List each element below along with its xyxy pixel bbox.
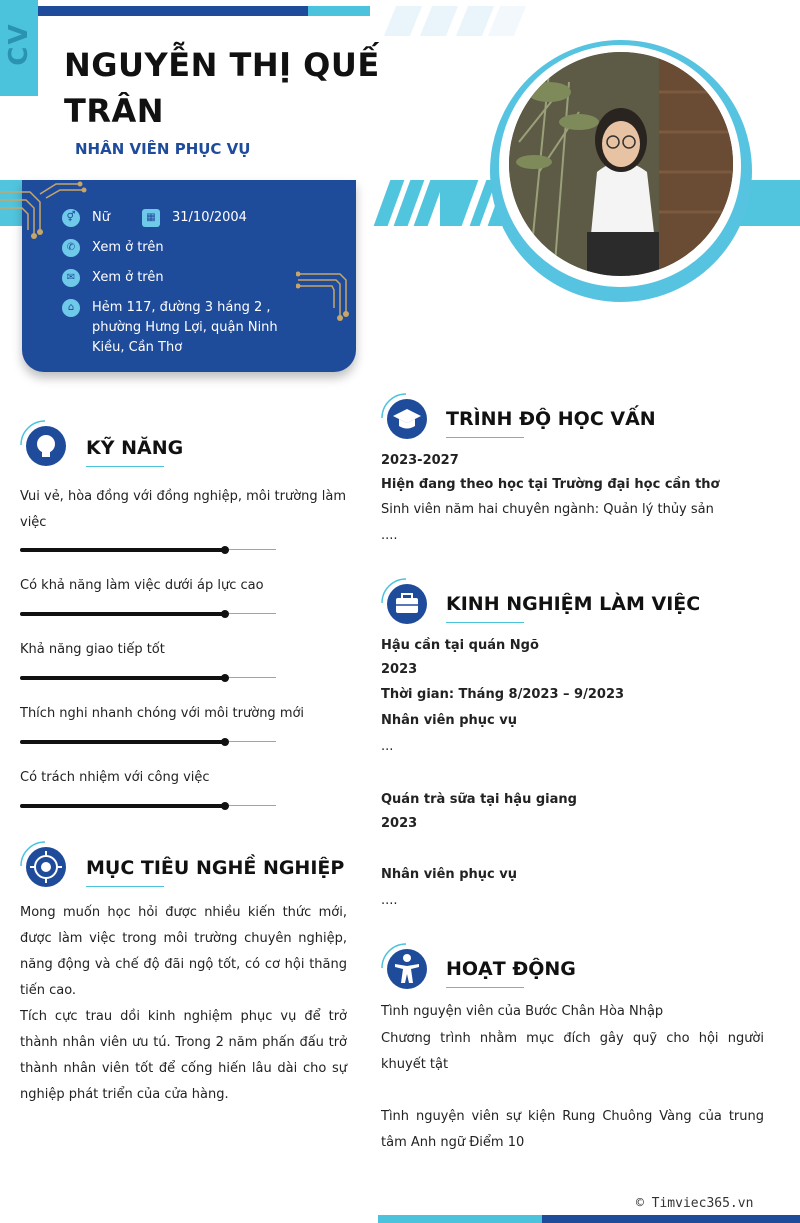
- top-bar-dark: [38, 6, 308, 16]
- job2-more: ....: [381, 893, 398, 908]
- skill-label: Khả năng giao tiếp tốt: [20, 642, 165, 657]
- job2-role: Nhân viên phục vụ: [381, 867, 517, 882]
- education-title: TRÌNH ĐỘ HỌC VẤN: [446, 408, 656, 430]
- skill-bar: [20, 737, 276, 747]
- gender-value: Nữ: [92, 210, 110, 225]
- skill-bar: [20, 609, 276, 619]
- top-bar-light: [308, 6, 370, 16]
- top-decoration: [382, 6, 522, 36]
- phone-value: Xem ở trên: [92, 240, 164, 255]
- job-title: NHÂN VIÊN PHỤC VỤ: [75, 140, 251, 158]
- skill-bar: [20, 673, 276, 683]
- job2-place: Quán trà sữa tại hậu giang: [381, 792, 577, 807]
- skill-bar: [20, 801, 276, 811]
- activity1-line2: Chương trình nhằm mục đích gây quỹ cho hội người khuyết tật: [381, 1031, 764, 1072]
- target-icon: [20, 841, 70, 891]
- circuit-decoration-icon: [296, 268, 366, 328]
- experience-title: KINH NGHIỆM LÀM VIỆC: [446, 593, 701, 615]
- objective-underline: [86, 886, 164, 887]
- address-value: Hẻm 117, đường 3 háng 2 , phường Hưng Lợi, quận Ninh Kiều, Cần Thơ: [92, 300, 278, 355]
- profile-photo: [509, 52, 733, 276]
- job2-year: 2023: [381, 816, 418, 831]
- objective-paragraph-2: Tích cực trau dồi kinh nghiệm phục vụ để trở thành nhân viên ưu tú. Trong 2 năm phấn đấu trở thành nhân viên tốt để cống hiến lâu dài cho sự nghiệp phát triển của cửa hàng.: [20, 1009, 347, 1102]
- activities-underline: [446, 987, 524, 988]
- calendar-icon: ▦: [142, 209, 160, 227]
- contact-row-gender-birthday: [62, 208, 247, 228]
- skills-underline: [86, 466, 164, 467]
- footer-bar-dark: [542, 1215, 800, 1223]
- email-icon: ✉: [62, 269, 80, 287]
- contact-row-address: [62, 298, 302, 358]
- job1-more: ...: [381, 739, 394, 754]
- footer-bar-light: [378, 1215, 542, 1223]
- skills-title: KỸ NĂNG: [86, 437, 184, 459]
- contact-row-email: [62, 268, 164, 288]
- cv-tab: [0, 0, 38, 96]
- job1-year: 2023: [381, 662, 418, 677]
- activities-title: HOẠT ĐỘNG: [446, 958, 576, 980]
- activity2: Tình nguyện viên sự kiện Rung Chuông Vàng của trung tâm Anh ngữ Điểm 10: [381, 1109, 764, 1150]
- email-value: Xem ở trên: [92, 270, 164, 285]
- candidate-name: NGUYỄN THỊ QUẾ TRÂN: [64, 46, 380, 130]
- job1-time: Thời gian: Tháng 8/2023 – 9/2023: [381, 687, 625, 702]
- skill-label: Có trách nhiệm với công việc: [20, 770, 210, 785]
- skill-bar: [20, 545, 276, 555]
- contact-card: [22, 180, 356, 372]
- skill-label: Có khả năng làm việc dưới áp lực cao: [20, 578, 264, 593]
- education-more: ....: [381, 528, 398, 543]
- experience-underline: [446, 622, 524, 623]
- activity1-line1: Tình nguyện viên của Bước Chân Hòa Nhập: [381, 1004, 664, 1019]
- person-photo-illustration: [509, 52, 733, 276]
- birthday-value: 31/10/2004: [172, 210, 247, 225]
- education-underline: [446, 437, 524, 438]
- job1-place: Hậu cần tại quán Ngõ: [381, 638, 539, 653]
- footer-credit[interactable]: © Timviec365.vn: [636, 1196, 754, 1211]
- education-school: Hiện đang theo học tại Trường đại học cần thơ: [381, 477, 720, 492]
- person-icon: [381, 943, 431, 993]
- graduation-cap-icon: [381, 393, 431, 443]
- objective-paragraph-1: Mong muốn học hỏi được nhiều kiến thức mới, được làm việc trong môi trường chuyên nghiệp, năng động và chế độ đãi ngộ tốt, có cơ hội thăng tiến cao.: [20, 905, 347, 998]
- briefcase-icon: [381, 578, 431, 628]
- objective-title: MỤC TIÊU NGHỀ NGHIỆP: [86, 857, 345, 879]
- job1-role: Nhân viên phục vụ: [381, 713, 517, 728]
- brain-icon: [20, 420, 70, 470]
- skill-label: Thích nghi nhanh chóng với môi trường mới: [20, 706, 305, 721]
- phone-icon: ✆: [62, 239, 80, 257]
- home-icon: ⌂: [62, 299, 80, 317]
- education-major: Sinh viên năm hai chuyên ngành: Quản lý thủy sản: [381, 502, 714, 517]
- cv-tab-label: CV: [4, 22, 34, 66]
- education-period: 2023-2027: [381, 453, 459, 468]
- gender-icon: ⚥: [62, 209, 80, 227]
- contact-row-phone: [62, 238, 164, 258]
- skill-label: Vui vẻ, hòa đồng với đồng nghiệp, môi trường làm việc: [20, 489, 347, 530]
